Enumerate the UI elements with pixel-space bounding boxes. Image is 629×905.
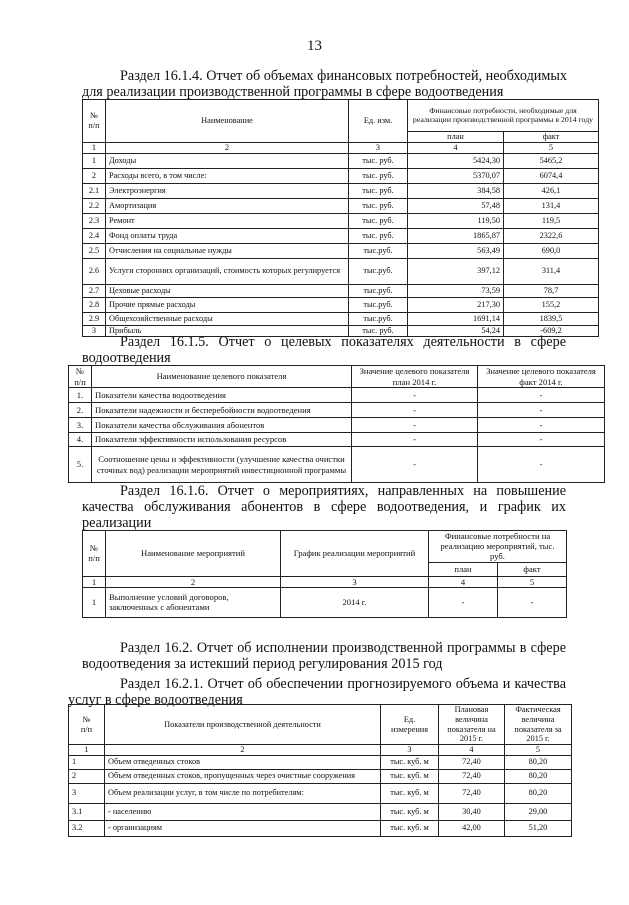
header-num: № п/п <box>83 100 106 143</box>
row-name: - населению <box>105 803 381 820</box>
table-header-row <box>83 531 567 563</box>
row-num: 2.4 <box>83 228 106 243</box>
row-num: 3 <box>69 783 105 803</box>
row-num: 2. <box>69 403 92 418</box>
header-num: № п/п <box>83 531 106 577</box>
row-plan: 1865,87 <box>408 228 504 243</box>
row-fact: - <box>478 447 605 483</box>
row-unit: тыс.руб. <box>349 297 408 312</box>
table-row <box>69 769 572 783</box>
row-unit: тыс.руб. <box>349 284 408 297</box>
row-plan: 119,50 <box>408 213 504 228</box>
table-row <box>69 755 572 769</box>
row-plan: 217,30 <box>408 297 504 312</box>
section-16-1-4-title-line1: Раздел 16.1.4. Отчет об объемах финансовых потребностей, необходимых <box>120 68 567 84</box>
section-16-2-1-title-line2: услуг в сфере водоотведения <box>68 692 243 708</box>
row-name: Услуги сторонних организаций, стоимость которых регулируется <box>106 258 349 284</box>
row-num: 3. <box>69 418 92 433</box>
row-fact: 6074,4 <box>504 168 599 183</box>
row-name: Прочие прямые расходы <box>106 297 349 312</box>
row-plan: 42,00 <box>439 820 505 836</box>
row-unit: тыс. руб. <box>349 228 408 243</box>
header-unit: Ед. измерения <box>381 705 439 745</box>
index-cell: 5 <box>505 745 572 756</box>
table-header-row <box>69 705 572 745</box>
row-fact: 155,2 <box>504 297 599 312</box>
row-unit: тыс. руб. <box>349 168 408 183</box>
table-row <box>83 153 599 168</box>
row-num: 2 <box>69 769 105 783</box>
row-fact: 51,20 <box>505 820 572 836</box>
row-plan: - <box>352 447 478 483</box>
row-name: Показатели качества обслуживания абонентов <box>92 418 352 433</box>
header-fact: Фактическая величина показателя за 2015 г. <box>505 705 572 745</box>
row-unit: тыс.руб. <box>349 243 408 258</box>
row-fact: 690,0 <box>504 243 599 258</box>
table-row <box>83 587 567 617</box>
row-num: 2.1 <box>83 183 106 198</box>
row-plan: 30,40 <box>439 803 505 820</box>
index-cell: 5 <box>504 143 599 154</box>
row-unit: тыс. руб. <box>349 198 408 213</box>
header-fact: факт <box>504 132 599 143</box>
table-row <box>69 820 572 836</box>
row-schedule: 2014 г. <box>281 587 429 617</box>
row-num: 1. <box>69 388 92 403</box>
row-plan: 54,24 <box>408 325 504 336</box>
row-plan: 5370,07 <box>408 168 504 183</box>
row-fact: 5465,2 <box>504 153 599 168</box>
header-name: Наименование <box>106 100 349 143</box>
header-name: Наименование целевого показателя <box>92 366 352 388</box>
row-fact: 131,4 <box>504 198 599 213</box>
table-row <box>83 183 599 198</box>
header-schedule: График реализации мероприятий <box>281 531 429 577</box>
section-16-1-6-title-line2: качества обслуживания абонентов в сфере водоотведения, и график их <box>82 499 566 515</box>
row-name: Фонд оплаты труда <box>106 228 349 243</box>
row-name: - организациям <box>105 820 381 836</box>
section-16-1-5-title-line2: водоотведения <box>82 350 171 366</box>
table-row <box>69 783 572 803</box>
row-unit: тыс. куб. м <box>381 783 439 803</box>
table-row <box>83 297 599 312</box>
row-fact: - <box>478 433 605 447</box>
row-unit: тыс. куб. м <box>381 820 439 836</box>
row-name: Расходы всего, в том числе: <box>106 168 349 183</box>
row-num: 2.8 <box>83 297 106 312</box>
row-fact: 426,1 <box>504 183 599 198</box>
table-row <box>83 258 599 284</box>
table-header-row <box>69 366 605 388</box>
index-cell: 2 <box>105 745 381 756</box>
row-name: Отчисления на социальные нужды <box>106 243 349 258</box>
row-fact: 80,20 <box>505 755 572 769</box>
table-row <box>69 433 605 447</box>
row-unit: тыс. руб. <box>349 183 408 198</box>
row-plan: 5424,30 <box>408 153 504 168</box>
row-num: 3.2 <box>69 820 105 836</box>
row-num: 1 <box>83 153 106 168</box>
row-fact: - <box>478 388 605 403</box>
row-name: Общехозяйственные расходы <box>106 312 349 325</box>
row-fact: - <box>478 418 605 433</box>
row-num: 4. <box>69 433 92 447</box>
section-16-1-5-title-line1: Раздел 16.1.5. Отчет о целевых показателях деятельности в сфере <box>120 334 566 350</box>
target-indicators-table <box>68 365 605 483</box>
header-financial-needs: Финансовые потребности на реализацию мероприятий, тыс. руб. <box>429 531 567 563</box>
row-name: Показатели качества водоотведения <box>92 388 352 403</box>
header-unit: Ед. изм. <box>349 100 408 143</box>
row-unit: тыс. руб. <box>349 153 408 168</box>
row-plan: - <box>352 403 478 418</box>
row-name: Выполнение условий договоров, заключенных с абонентами <box>106 587 281 617</box>
header-plan: Плановая величина показателя на 2015 г. <box>439 705 505 745</box>
index-cell: 5 <box>498 576 567 587</box>
row-name: Цеховые расходы <box>106 284 349 297</box>
row-num: 2.7 <box>83 284 106 297</box>
row-name: Прибыль <box>106 325 349 336</box>
measures-table <box>82 530 567 618</box>
row-plan: 563,49 <box>408 243 504 258</box>
header-plan: план <box>429 562 498 576</box>
table-header-row <box>83 100 599 132</box>
table-index-row <box>69 745 572 756</box>
index-cell: 4 <box>439 745 505 756</box>
index-cell: 1 <box>69 745 105 756</box>
table-index-row <box>83 576 567 587</box>
row-num: 2 <box>83 168 106 183</box>
row-name: Объем реализации услуг, в том числе по потребителям: <box>105 783 381 803</box>
row-name: Соотношение цены и эффективности (улучшение качества очистки сточных вод) реализации мероприятий инвестиционной программы <box>92 447 352 483</box>
row-num: 3 <box>83 325 106 336</box>
table-row <box>83 243 599 258</box>
header-financial-needs: Финансовые потребности, необходимые для реализации производственной программы в 2014 году <box>408 100 599 132</box>
row-plan: 57,48 <box>408 198 504 213</box>
table-row <box>69 803 572 820</box>
row-unit: тыс. руб. <box>349 325 408 336</box>
table-row <box>83 228 599 243</box>
row-fact: 2322,6 <box>504 228 599 243</box>
row-num: 2.2 <box>83 198 106 213</box>
financial-needs-table <box>82 99 599 337</box>
row-name: Ремонт <box>106 213 349 228</box>
row-fact: 119,5 <box>504 213 599 228</box>
index-cell: 3 <box>281 576 429 587</box>
row-num: 2.9 <box>83 312 106 325</box>
index-cell: 3 <box>349 143 408 154</box>
table-row <box>83 168 599 183</box>
table-row <box>69 388 605 403</box>
row-plan: - <box>352 433 478 447</box>
row-num: 2.6 <box>83 258 106 284</box>
service-volume-table <box>68 704 572 837</box>
row-name: Показатели эффективности использования ресурсов <box>92 433 352 447</box>
index-cell: 2 <box>106 576 281 587</box>
row-num: 2.5 <box>83 243 106 258</box>
row-fact: 29,00 <box>505 803 572 820</box>
row-fact: 80,20 <box>505 769 572 783</box>
table-row <box>83 213 599 228</box>
index-cell: 2 <box>106 143 349 154</box>
row-plan: 72,40 <box>439 769 505 783</box>
section-16-1-6-title-line3: реализации <box>82 515 152 531</box>
header-fact: факт <box>498 562 567 576</box>
row-name: Амортизация <box>106 198 349 213</box>
section-16-1-6-title-line1: Раздел 16.1.6. Отчет о мероприятиях, направленных на повышение <box>120 483 566 499</box>
row-name: Показатели надежности и бесперебойности водоотведения <box>92 403 352 418</box>
row-unit: тыс.руб. <box>349 312 408 325</box>
row-plan: - <box>429 587 498 617</box>
table-row <box>69 418 605 433</box>
row-fact: -609,2 <box>504 325 599 336</box>
header-num: № п/п <box>69 705 105 745</box>
row-num: 1 <box>83 587 106 617</box>
table-row <box>83 284 599 297</box>
row-plan: 72,40 <box>439 783 505 803</box>
row-plan: 73,59 <box>408 284 504 297</box>
row-num: 3.1 <box>69 803 105 820</box>
row-plan: 397,12 <box>408 258 504 284</box>
row-plan: 1691,14 <box>408 312 504 325</box>
index-cell: 1 <box>83 576 106 587</box>
page-number: 13 <box>307 38 322 54</box>
section-16-2-1-title-line1: Раздел 16.2.1. Отчет об обеспечении прогнозируемого объема и качества <box>120 676 566 692</box>
header-plan: план <box>408 132 504 143</box>
row-name: Электроэнергия <box>106 183 349 198</box>
row-plan: - <box>352 418 478 433</box>
row-num: 2.3 <box>83 213 106 228</box>
table-row <box>83 312 599 325</box>
table-index-row <box>83 143 599 154</box>
row-fact: 78,7 <box>504 284 599 297</box>
row-fact: 80,20 <box>505 783 572 803</box>
row-name: Объем отведенных стоков <box>105 755 381 769</box>
row-unit: тыс. куб. м <box>381 769 439 783</box>
row-num: 1 <box>69 755 105 769</box>
section-16-2-title-line1: Раздел 16.2. Отчет об исполнении производственной программы в сфере <box>120 640 566 656</box>
row-unit: тыс. куб. м <box>381 803 439 820</box>
row-num: 5. <box>69 447 92 483</box>
index-cell: 4 <box>429 576 498 587</box>
table-row <box>69 403 605 418</box>
header-name: Наименование мероприятий <box>106 531 281 577</box>
table-row <box>69 447 605 483</box>
row-unit: тыс. куб. м <box>381 755 439 769</box>
row-unit: тыс.руб. <box>349 258 408 284</box>
row-plan: 384,58 <box>408 183 504 198</box>
index-cell: 3 <box>381 745 439 756</box>
header-fact: Значение целевого показателя факт 2014 г. <box>478 366 605 388</box>
row-fact: - <box>498 587 567 617</box>
section-16-1-4-title-line2: для реализации производственной программы в сфере водоотведения <box>82 84 504 100</box>
index-cell: 1 <box>83 143 106 154</box>
header-plan: Значение целевого показателя план 2014 г. <box>352 366 478 388</box>
section-16-2-title-line2: водоотведения за истекший период регулирования 2015 год <box>82 656 443 672</box>
row-name: Доходы <box>106 153 349 168</box>
row-plan: 72,40 <box>439 755 505 769</box>
row-fact: 311,4 <box>504 258 599 284</box>
header-num: № п/п <box>69 366 92 388</box>
table-row <box>83 198 599 213</box>
row-name: Объем отведенных стоков, пропущенных через очистные сооружения <box>105 769 381 783</box>
row-fact: 1839,5 <box>504 312 599 325</box>
index-cell: 4 <box>408 143 504 154</box>
row-unit: тыс. руб. <box>349 213 408 228</box>
header-name: Показатели производственной деятельности <box>105 705 381 745</box>
row-plan: - <box>352 388 478 403</box>
row-fact: - <box>478 403 605 418</box>
